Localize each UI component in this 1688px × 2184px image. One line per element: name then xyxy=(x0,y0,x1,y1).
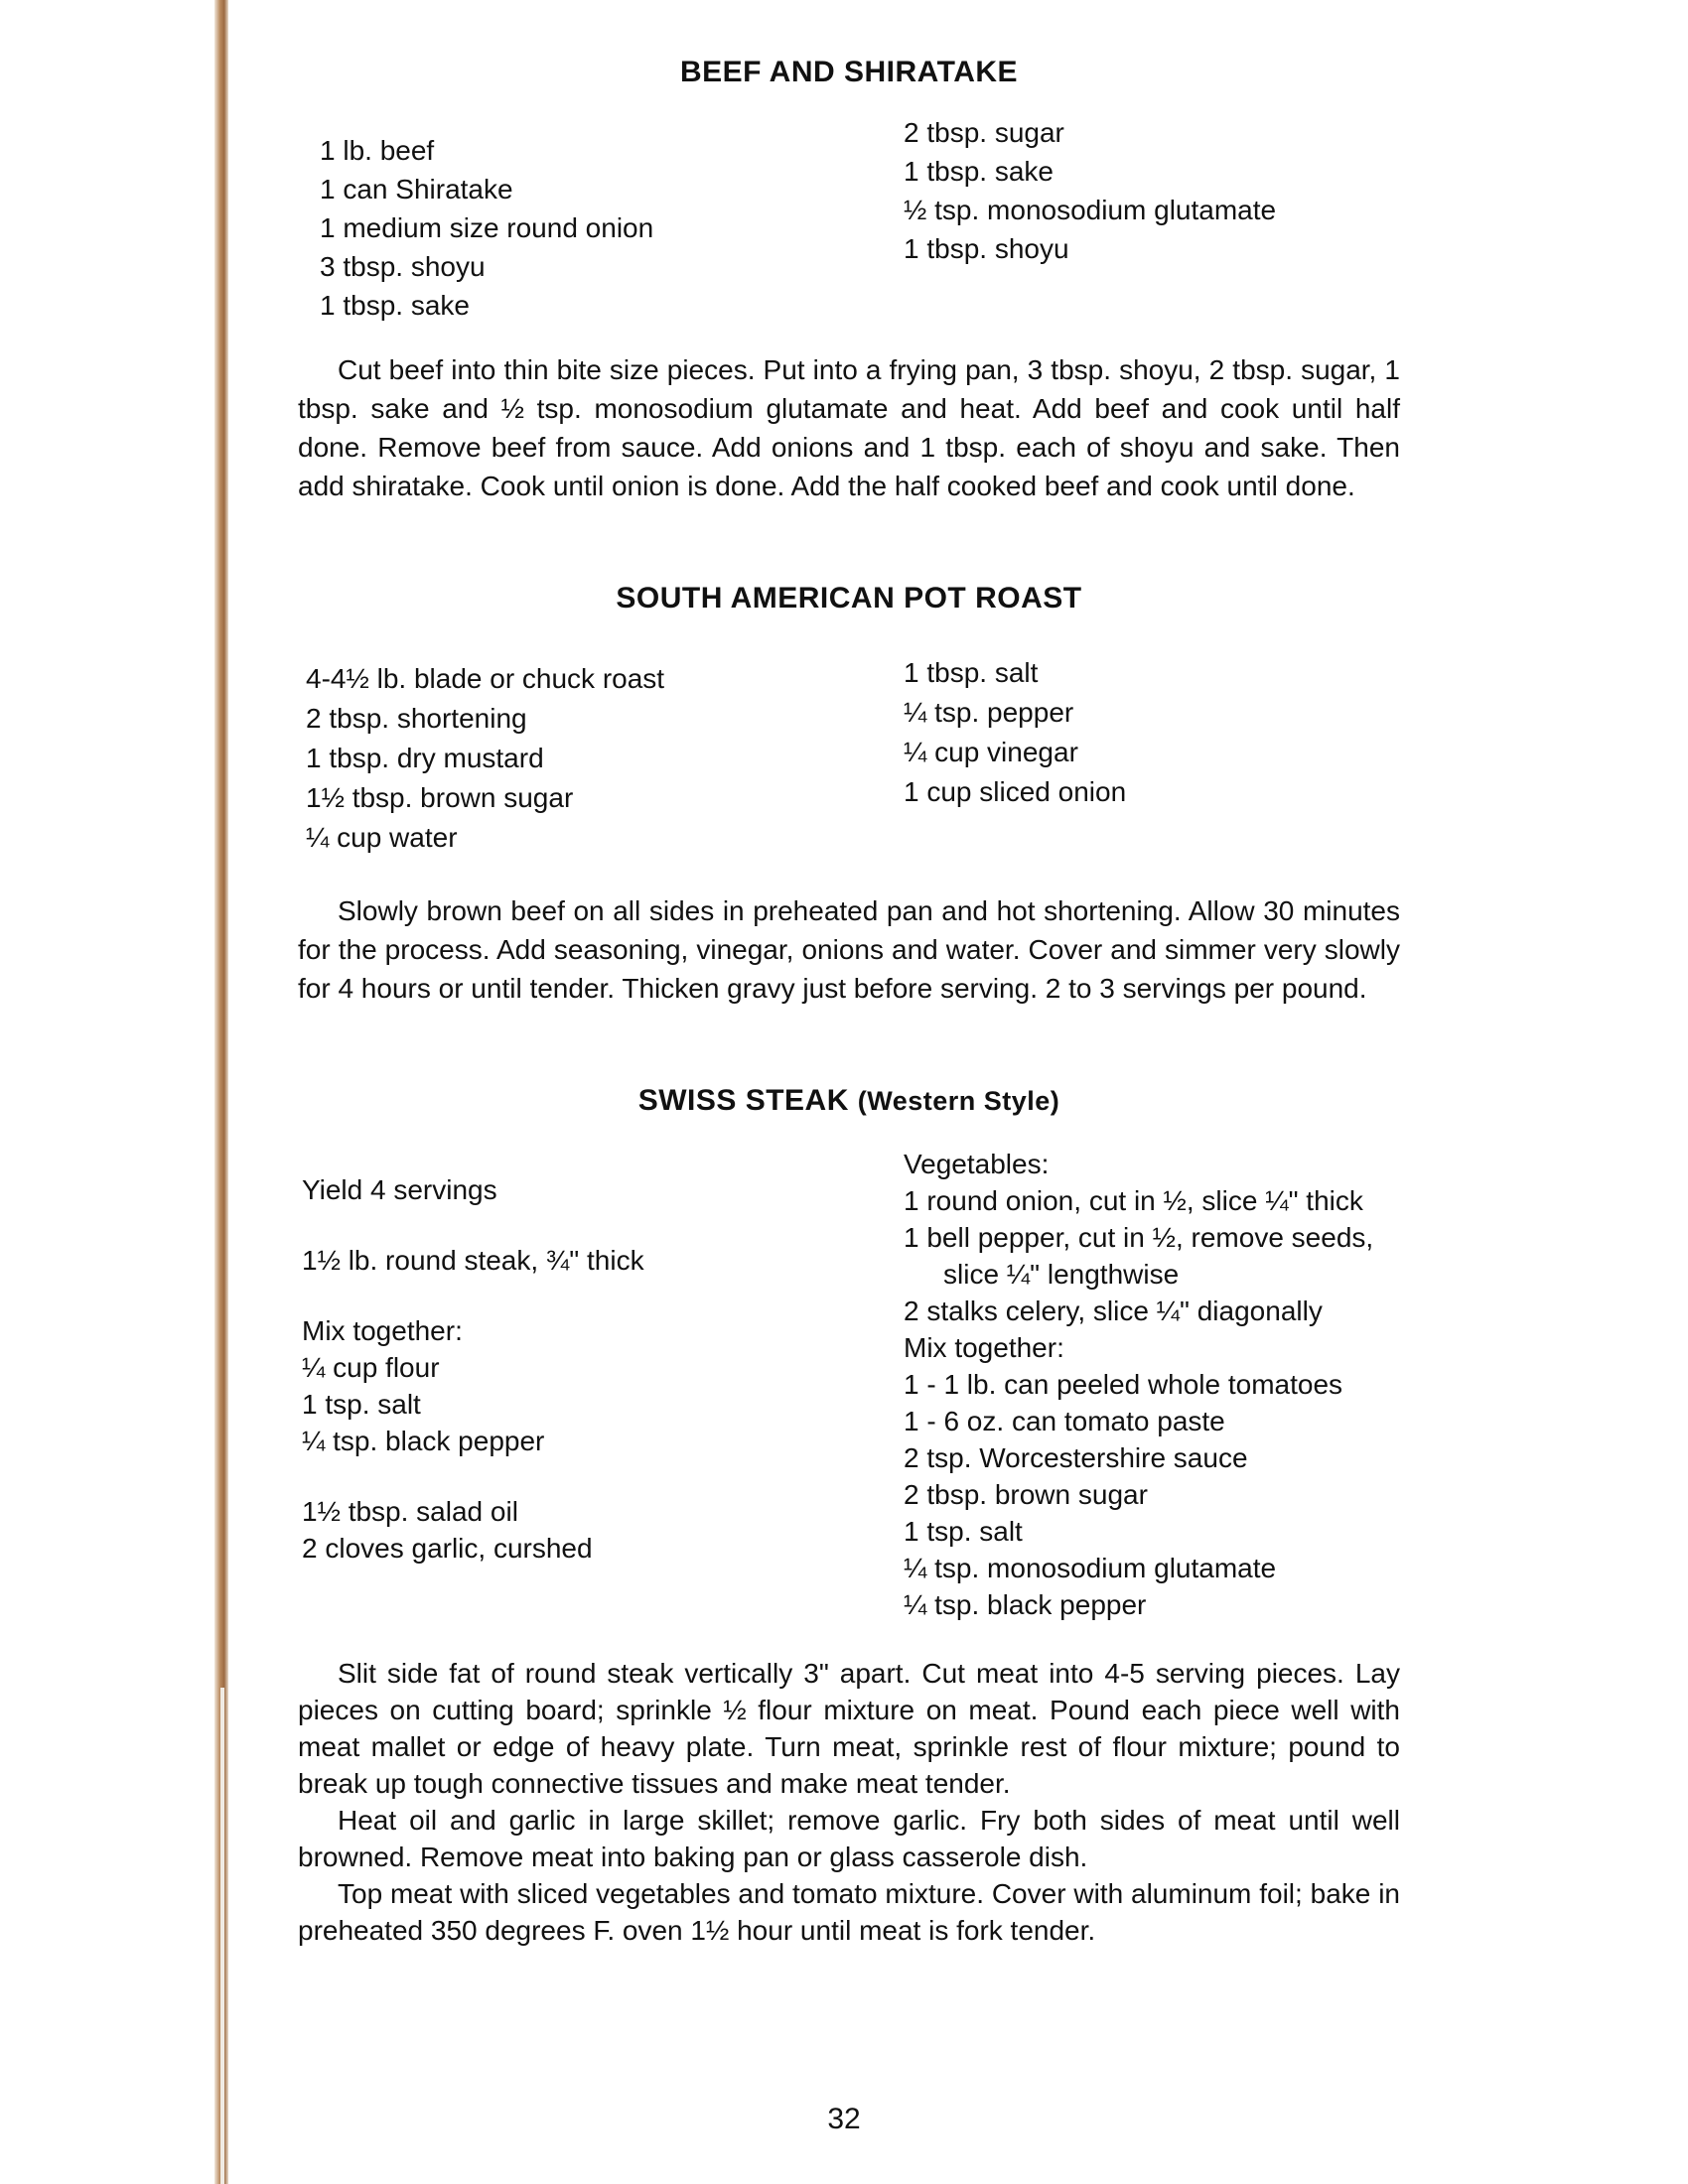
ingredient: 1 tbsp. dry mustard xyxy=(306,743,544,773)
ingredients-column-right xyxy=(904,653,1400,858)
ingredient: ¼ tsp. black pepper xyxy=(904,1589,1147,1620)
ingredient: 1 tbsp. shoyu xyxy=(904,233,1069,264)
ingredient: 1 bell pepper, cut in ½, remove seeds, slice ¼" lengthwise xyxy=(904,1222,1374,1290)
ingredient: 1 tsp. salt xyxy=(904,1516,1023,1547)
ingredient: 1 medium size round onion xyxy=(320,212,654,243)
ingredient: ¼ tsp. pepper xyxy=(904,697,1074,728)
recipe-title-suffix: (Western Style) xyxy=(857,1086,1060,1116)
ingredient: 1½ lb. round steak, ¾" thick xyxy=(302,1245,644,1276)
recipe-swiss-steak xyxy=(298,1084,1400,1949)
ingredient: 2 tbsp. shortening xyxy=(306,703,527,734)
ingredient: ¼ cup water xyxy=(306,822,458,853)
ingredient: ¼ tsp. black pepper xyxy=(302,1426,545,1456)
ingredient: Yield 4 servings xyxy=(302,1174,497,1205)
ingredient: 2 stalks celery, slice ¼" diagonally xyxy=(904,1296,1323,1326)
ingredient-group-heading: Mix together: xyxy=(904,1332,1064,1363)
ingredients-column-left xyxy=(320,131,904,325)
ingredients-list xyxy=(298,653,1400,858)
ingredients-column-left xyxy=(302,1171,904,1623)
ingredient: 3 tbsp. shoyu xyxy=(320,251,486,282)
page-number: 32 xyxy=(827,2103,861,2135)
ingredients-column-left xyxy=(306,659,904,858)
ingredient: ¼ cup vinegar xyxy=(904,737,1078,767)
method-paragraph: Heat oil and garlic in large skillet; remove garlic. Fry both sides of meat until well browned. Remove meat into baking pan or glass casserole dish. xyxy=(298,1805,1400,1872)
method-paragraph: Slit side fat of round steak vertically 3" apart. Cut meat into 4-5 serving pieces. Lay pieces on cutting board; sprinkle ½ flour mixture on meat. Pound each piece well with meat mallet or edge of heavy plate. Turn meat, sprinkle rest of flour mixture; pound to break up tough connective tissues and make meat tender. xyxy=(298,1658,1400,1799)
ingredient-group-heading: Vegetables: xyxy=(904,1149,1050,1179)
ingredient: ¼ tsp. monosodium glutamate xyxy=(904,1553,1277,1583)
ingredient: 1 round onion, cut in ½, slice ¼" thick xyxy=(904,1185,1363,1216)
ingredient: 1½ tbsp. brown sugar xyxy=(306,782,574,813)
recipe-method xyxy=(298,1655,1400,1949)
ingredient: 4-4½ lb. blade or chuck roast xyxy=(306,663,665,694)
recipe-beef-and-shiratake xyxy=(298,56,1400,505)
ingredient: 1 tbsp. salt xyxy=(904,657,1039,688)
ingredient: 1 lb. beef xyxy=(320,135,435,166)
ingredient: 1 cup sliced onion xyxy=(904,776,1127,807)
ingredient: 2 tbsp. brown sugar xyxy=(904,1479,1148,1510)
ingredient: 1 - 1 lb. can peeled whole tomatoes xyxy=(904,1369,1343,1400)
recipe-title: BEEF AND SHIRATAKE xyxy=(679,56,1019,88)
method-paragraph: Top meat with sliced vegetables and tomato mixture. Cover with aluminum foil; bake in preheated 350 degrees F. oven 1½ hour until meat is fork tender. xyxy=(298,1878,1400,1946)
ingredient: 2 cloves garlic, curshed xyxy=(302,1533,593,1564)
ingredients-list xyxy=(298,119,1400,325)
ingredient: 1½ tbsp. salad oil xyxy=(302,1496,518,1527)
recipe-method xyxy=(298,891,1400,1008)
ingredients-list xyxy=(298,1146,1400,1623)
recipe-title xyxy=(298,1084,1400,1118)
ingredient: 1 - 6 oz. can tomato paste xyxy=(904,1406,1225,1436)
recipe-title-main: SWISS STEAK xyxy=(637,1084,849,1117)
recipe-south-american-pot-roast xyxy=(298,582,1400,1008)
ingredient-group-heading: Mix together: xyxy=(302,1315,463,1346)
ingredients-column-right xyxy=(904,113,1400,325)
recipe-title: SOUTH AMERICAN POT ROAST xyxy=(616,582,1082,614)
ingredient: 2 tbsp. sugar xyxy=(904,117,1064,148)
method-paragraph: Cut beef into thin bite size pieces. Put into a frying pan, 3 tbsp. shoyu, 2 tbsp. sugar, 1 tbsp. sake and ½ tsp. monosodium glutamate and heat. Add beef and cook until half done. Remove beef from sauce. Add onions and 1 tbsp. each of shoyu and sake. Then add shiratake. Cook until onion is done. Add the half cooked beef and cook until done. xyxy=(298,354,1400,501)
ingredient: ½ tsp. monosodium glutamate xyxy=(904,195,1277,225)
ingredient: 1 tbsp. sake xyxy=(904,156,1054,187)
recipe-method xyxy=(298,350,1400,505)
ingredient: 1 can Shiratake xyxy=(320,174,513,205)
ingredient: 1 tbsp. sake xyxy=(320,290,470,321)
ingredient: ¼ cup flour xyxy=(302,1352,440,1383)
ingredient: 2 tsp. Worcestershire sauce xyxy=(904,1442,1248,1473)
method-paragraph: Slowly brown beef on all sides in preheated pan and hot shortening. Allow 30 minutes for the process. Add seasoning, vinegar, onions and water. Cover and simmer very slowly for 4 hours or until tender. Thicken gravy just before serving. 2 to 3 servings per pound. xyxy=(298,895,1400,1004)
ingredients-column-right xyxy=(904,1146,1380,1623)
ingredient: 1 tsp. salt xyxy=(302,1389,421,1420)
